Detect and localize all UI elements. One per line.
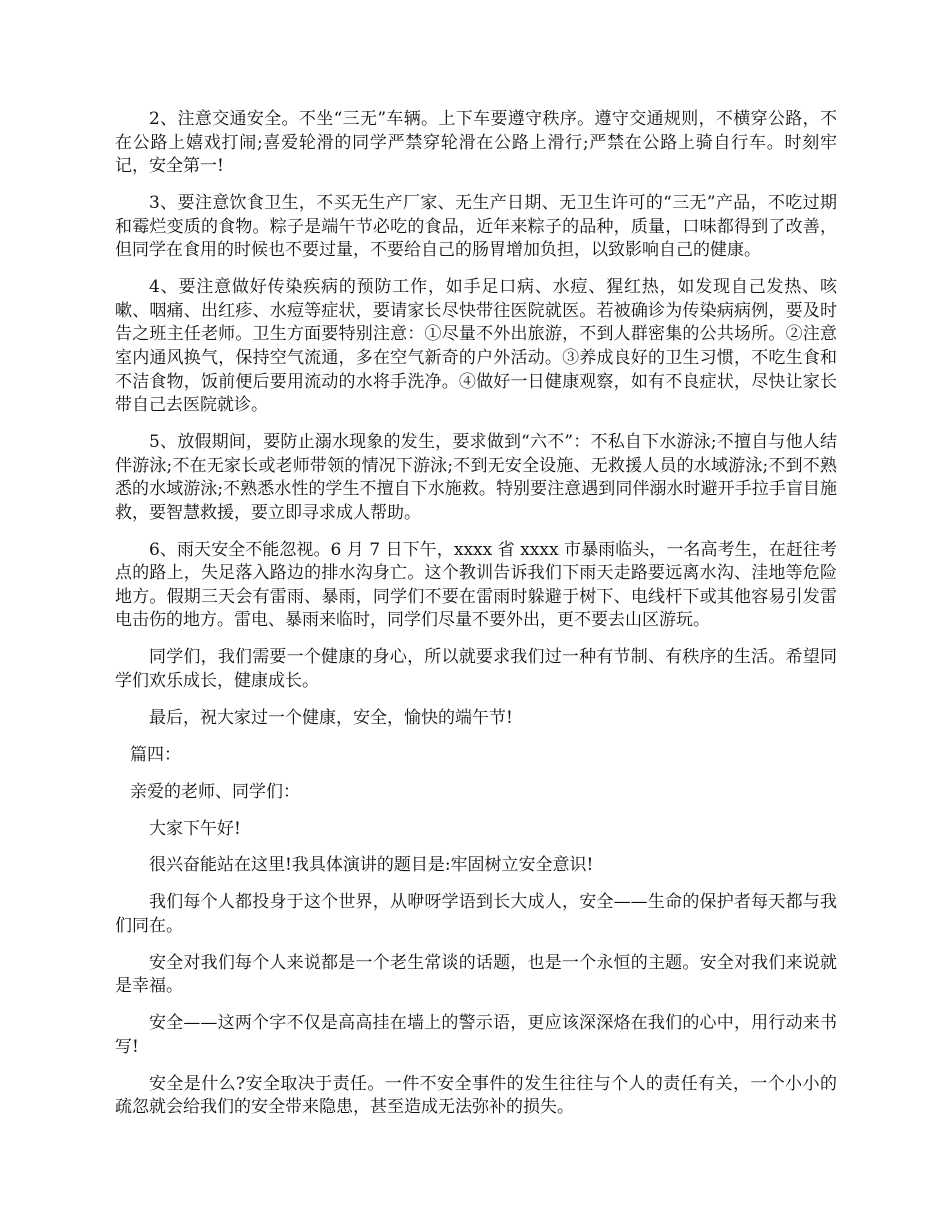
paragraph-disease-prevention: 4、要注意做好传染疾病的预防工作，如手足口病、水痘、猩红热，如发现自己发热、咳嗽、咽痛、出红疹、水痘等症状，要请家长尽快带往医院就医。若被确诊为传染病病例，要及时告之班主任老师。卫生方面要特别注意：①尽量不外出旅游，不到人群密集的公共场所。②注意室内通风换气，保持空气流通，多在空气新奇的户外活动。③养成良好的卫生习惯，不吃生食和不洁食物，饭前便后要用流动的水将手洗净。④做好一日健康观察，如有不良症状，尽快让家长带自己去医院就诊。	[115, 277, 837, 416]
paragraph-food-hygiene: 3、要注意饮食卫生，不买无生产厂家、无生产日期、无卫生许可的“三无”产品，不吃过期和霉烂变质的食物。粽子是端午节必吃的食品，近年来粽子的品种，质量，口味都得到了改善，但同学在食用的时候也不要过量，不要给自己的肠胃增加负担，以致影响自己的健康。	[115, 193, 837, 261]
paragraph-closing-wish: 最后，祝大家过一个健康，安全，愉快的端午节!	[149, 707, 513, 728]
paragraph-traffic-safety: 2、注意交通安全。不坐“三无”车辆。上下车要遵守秩序。遵守交通规则，不横穿公路，不在公路上嬉戏打闹;喜爱轮滑的同学严禁穿轮滑在公路上滑行;严禁在公路上骑自行车。时刻牢记，安全第一!	[115, 109, 837, 177]
speech-greeting: 大家下午好!	[149, 818, 241, 839]
paragraph-rainy-day-safety: 6、雨天安全不能忽视。6 月 7 日下午，xxxx 省 xxxx 市暴雨临头，一名高考生，在赶往考点的路上，失足落入路边的排水沟身亡。这个教训告诉我们下雨天走路要远离水沟、洼地等危险地方。假期三天会有雷雨、暴雨，同学们不要在雷雨时躲避于树下、电线杆下或其他容易引发雷电击伤的地方。雷电、暴雨来临时，同学们尽量不要外出，更不要去山区游玩。	[115, 539, 837, 631]
document-body	[115, 108, 837, 1133]
speech-paragraph: 我们每个人都投身于这个世界，从咿呀学语到长大成人，安全——生命的保护者每天都与我们同在。	[115, 892, 837, 936]
speech-salutation: 亲爱的老师、同学们：	[130, 781, 300, 802]
speech-paragraph: 安全对我们每个人来说都是一个老生常谈的话题，也是一个永恒的主题。安全对我们来说就是幸福。	[115, 952, 837, 997]
speech-paragraph: 安全是什么?安全取决于责任。一件不安全事件的发生往往与个人的责任有关，一个小小的疏忽就会给我们的安全带来隐患，甚至造成无法弥补的损失。	[115, 1073, 837, 1118]
section-heading: 篇四：	[130, 744, 181, 765]
speech-topic: 很兴奋能站在这里!我具体演讲的题目是:牢固树立安全意识!	[149, 855, 594, 876]
paragraph-drowning-prevention: 5、放假期间，要防止溺水现象的发生，要求做到“六不”：不私自下水游泳;不擅自与他人结伴游泳;不在无家长或老师带领的情况下游泳;不到无安全设施、无救援人员的水域游泳;不到不熟悉的水域游泳;不熟悉水性的学生不擅自下水施救。特别要注意遇到同伴溺水时避开手拉手盲目施救，要智慧救援，要立即寻求成人帮助。	[115, 432, 837, 523]
paragraph-healthy-life: 同学们，我们需要一个健康的身心，所以就要求我们过一种有节制、有秩序的生活。希望同学们欢乐成长，健康成长。	[115, 647, 837, 691]
speech-paragraph: 安全——这两个字不仅是高高挂在墙上的警示语，更应该深深烙在我们的心中，用行动来书写!	[115, 1013, 837, 1057]
